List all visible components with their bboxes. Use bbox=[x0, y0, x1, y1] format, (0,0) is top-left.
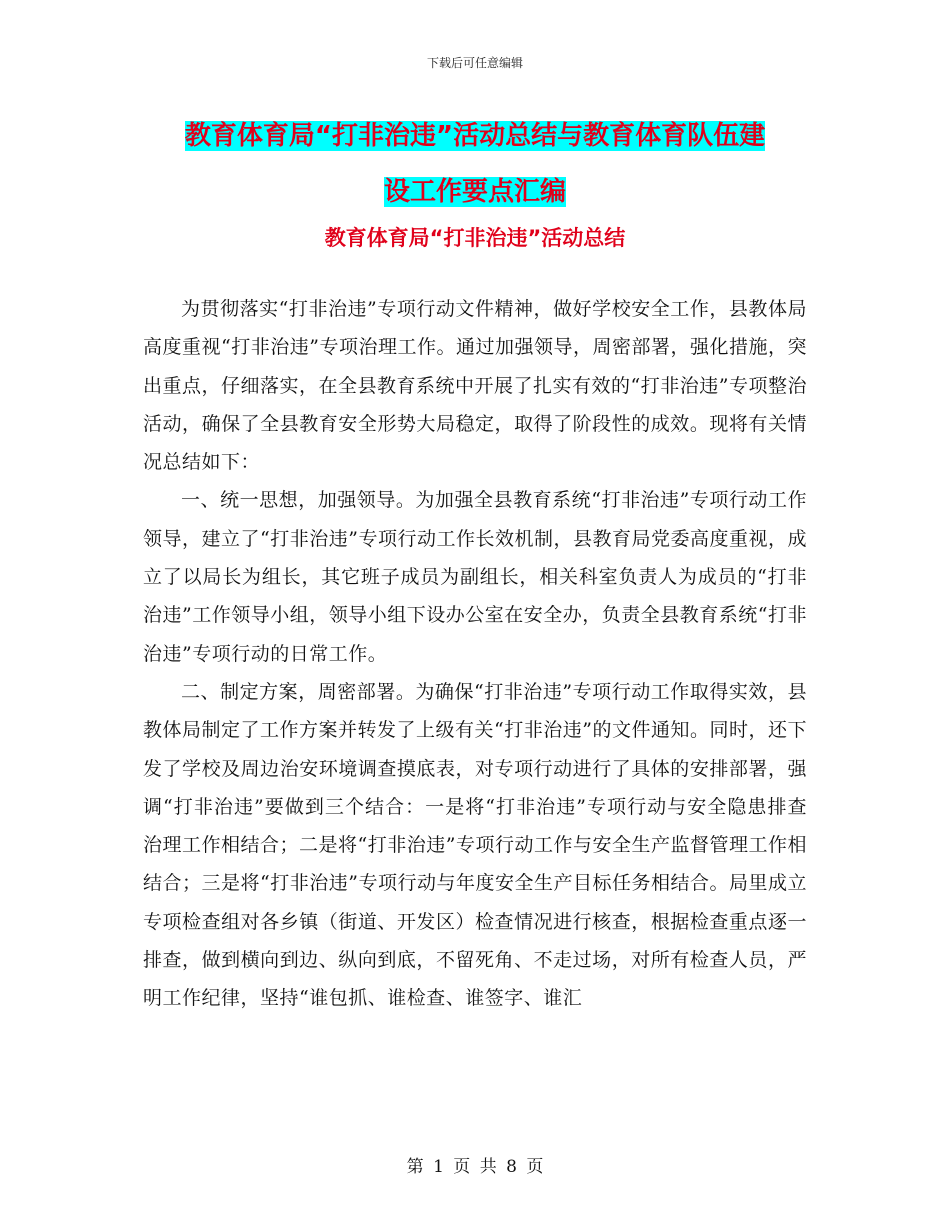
paragraph-intro: 为贯彻落实“打非治违”专项行动文件精神，做好学校安全工作，县教体局高度重视“打非治违”专项治理工作。通过加强领导，周密部署，强化措施，突出重点，仔细落实，在全县教育系统中开展了扎实有效的“打非治违”专项整治活动，确保了全县教育安全形势大局稳定，取得了阶段性的成效。现将有关情况总结如下： bbox=[143, 298, 807, 474]
main-title-line-1: 教育体育局“打非治违”活动总结与教育体育队伍建 bbox=[184, 121, 766, 151]
paragraph-section-2: 二、制定方案，周密部署。为确保“打非治违”专项行动工作取得实效，县教体局制定了工作方案并转发了上级有关“打非治违”的文件通知。同时，还下发了学校及周边治安环境调查摸底表，对专项行动进行了具体的安排部署，强调“打非治违”要做到三个结合：一是将“打非治违”专项行动与安全隐患排查治理工作相结合；二是将“打非治违”专项行动工作与安全生产监督管理工作相结合；三是将“打非治违”专项行动与年度安全生产目标任务相结合。局里成立专项检查组对各乡镇（街道、开发区）检查情况进行核查，根据检查重点逐一排查，做到横向到边、纵向到底，不留死角、不走过场，对所有检查人员，严明工作纪律，坚持“谁包抓、谁检查、谁签字、谁汇 bbox=[143, 680, 807, 1010]
page-number-footer: 第 1 页 共 8 页 bbox=[406, 1157, 544, 1177]
main-title-line-2: 设工作要点汇编 bbox=[383, 177, 566, 207]
paragraph-section-1: 一、统一思想，加强领导。为加强全县教育系统“打非治违”专项行动工作领导，建立了“打非治违”专项行动工作长效机制，县教育局党委高度重视，成立了以局长为组长，其它班子成员为副组长，相关科室负责人为成员的“打非治违”工作领导小组，领导小组下设办公室在安全办，负责全县教育系统“打非治违”专项行动的日常工作。 bbox=[143, 489, 807, 665]
document-body bbox=[143, 290, 807, 1018]
document-main-title bbox=[120, 108, 830, 220]
page-header-note: 下载后可任意编辑 bbox=[426, 56, 523, 70]
section-title: 教育体育局“打非治违”活动总结 bbox=[324, 226, 626, 250]
